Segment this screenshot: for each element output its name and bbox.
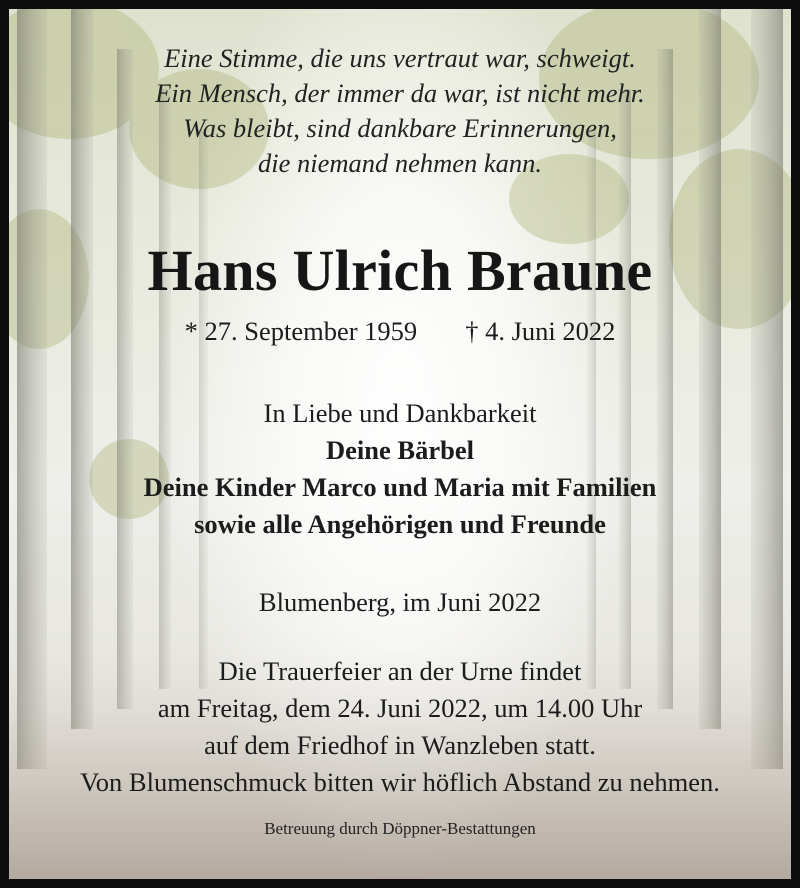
mourner-line: Deine Bärbel — [326, 435, 474, 465]
quote-line: Was bleibt, sind dankbare Erinnerungen, — [183, 113, 617, 143]
quote-line: die niemand nehmen kann. — [257, 148, 543, 178]
quote-line: Ein Mensch, der immer da war, ist nicht mehr. — [155, 78, 645, 108]
ceremony-line: Die Trauerfeier an der Urne findet — [218, 656, 582, 686]
mourner-line: Deine Kinder Marco und Maria mit Familien — [143, 472, 657, 502]
mourners-intro: In Liebe und Dankbarkeit — [263, 398, 537, 428]
place-date: Blumenberg, im Juni 2022 — [258, 587, 542, 617]
ceremony-line: auf dem Friedhof in Wanzleben statt. — [204, 730, 596, 760]
ceremony-info — [9, 653, 791, 801]
mourners — [9, 395, 791, 543]
ceremony-line: am Freitag, dem 24. Juni 2022, um 14.00 Uhr — [157, 693, 643, 723]
quote-line: Eine Stimme, die uns vertraut war, schweigt. — [164, 43, 636, 73]
ceremony-line: Von Blumenschmuck bitten wir höflich Abstand zu nehmen. — [80, 767, 720, 797]
deceased-name: Hans Ulrich Braune — [147, 238, 653, 303]
quote — [9, 41, 791, 181]
birth-date: * 27. September 1959 — [184, 316, 418, 346]
funeral-home-credit: Betreuung durch Döppner-Bestattungen — [264, 819, 536, 838]
mourner-line: sowie alle Angehörigen und Freunde — [194, 509, 606, 539]
death-date: † 4. Juni 2022 — [465, 316, 616, 346]
life-dates — [9, 315, 791, 347]
